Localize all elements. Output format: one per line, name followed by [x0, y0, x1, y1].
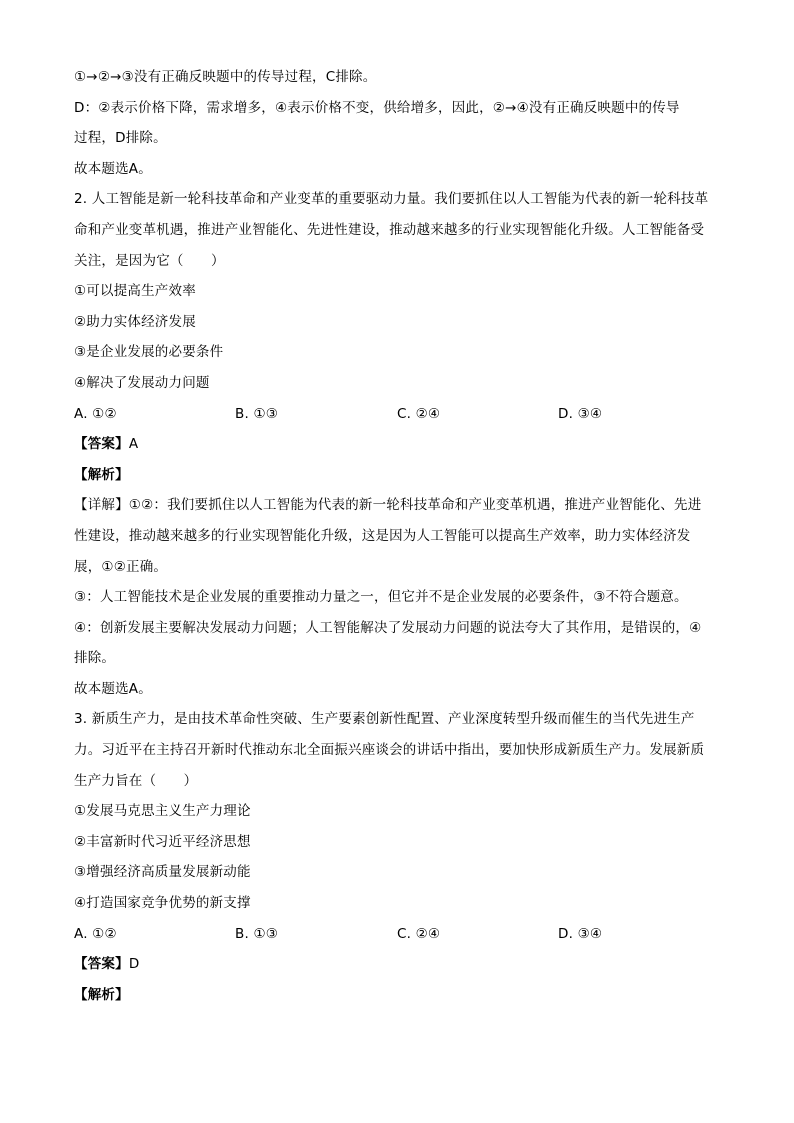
q2-option-4: ④解决了发展动力问题	[74, 374, 210, 391]
q2-answer	[74, 429, 724, 460]
q2-stem-3: 关注，是因为它（ ）	[74, 252, 225, 269]
document-page	[74, 62, 724, 1010]
q3-stem-3: 生产力旨在（ ）	[74, 772, 198, 789]
q2-detail-3: 展，①②正确。	[74, 558, 168, 575]
prev-line-1: ①→②→③没有正确反映题中的传导过程，C排除。	[74, 69, 377, 85]
q2-choice-b: B. ①③	[235, 405, 279, 422]
q3-answer-value: D	[128, 956, 140, 973]
q2-detail-6: 排除。	[74, 650, 116, 667]
prev-conclusion: 故本题选A。	[74, 160, 152, 177]
q2-detail-4: ③：人工智能技术是企业发展的重要推动力量之一，但它并不是企业发展的必要条件，③不符合题意。	[74, 589, 688, 606]
q2-option-2: ②助力实体经济发展	[74, 313, 196, 330]
q2-answer-value: A	[128, 436, 139, 453]
q2-choice-d: D. ③④	[558, 405, 603, 422]
q3-answer	[74, 949, 724, 980]
q3-answer-label: 【答案】	[74, 956, 129, 973]
prev-line-2: D：②表示价格下降，需求增多，④表示价格不变，供给增多，因此，②→④没有正确反映题中的传导	[74, 99, 680, 116]
q2-stem-2: 命和产业变革机遇，推进产业智能化、先进性建设，推动越来越多的行业实现智能化升级。人工智能备受	[74, 221, 705, 238]
q2-detail-2: 性建设，推动越来越多的行业实现智能化升级，这是因为人工智能可以提高生产效率，助力实体经济发	[74, 527, 691, 544]
q3-stem-2: 力。习近平在主持召开新时代推动东北全面振兴座谈会的讲话中指出，要加快形成新质生产力。发展新质	[74, 742, 705, 759]
q2-option-1: ①可以提高生产效率	[74, 283, 196, 300]
q3-choice-a: A. ①②	[74, 925, 117, 942]
q2-answer-label: 【答案】	[74, 436, 129, 453]
q2-analysis-label: 【解析】	[74, 466, 129, 483]
q2-choices	[74, 399, 724, 430]
q3-stem-1: 3. 新质生产力，是由技术革命性突破、生产要素创新性配置、产业深度转型升级而催生的当代先进生产	[74, 711, 695, 728]
q3-option-1: ①发展马克思主义生产力理论	[74, 803, 251, 820]
q2-option-3: ③是企业发展的必要条件	[74, 344, 224, 361]
q3-option-4: ④打造国家竞争优势的新支撑	[74, 895, 251, 912]
q2-stem-1: 2. 人工智能是新一轮科技革命和产业变革的重要驱动力量。我们要抓住以人工智能为代表的新一轮科技革	[74, 191, 709, 208]
q3-choice-b: B. ①③	[235, 925, 279, 942]
q2-choice-c: C. ②④	[397, 405, 441, 422]
q3-option-3: ③增强经济高质量发展新动能	[74, 864, 251, 881]
q3-choice-d: D. ③④	[558, 925, 603, 942]
q3-choice-c: C. ②④	[397, 925, 441, 942]
prev-line-3: 过程，D排除。	[74, 130, 167, 147]
q3-option-2: ②丰富新时代习近平经济思想	[74, 833, 251, 850]
q3-analysis-label: 【解析】	[74, 986, 129, 1003]
q2-conclusion: 故本题选A。	[74, 680, 152, 697]
q2-detail-5: ④：创新发展主要解决发展动力问题；人工智能解决了发展动力问题的说法夸大了其作用，是错误的，④	[74, 619, 702, 636]
q3-choices	[74, 919, 724, 950]
q2-detail-1: 【详解】①②：我们要抓住以人工智能为代表的新一轮科技革命和产业变革机遇，推进产业智能化、先进	[74, 497, 702, 514]
q2-choice-a: A. ①②	[74, 405, 117, 422]
